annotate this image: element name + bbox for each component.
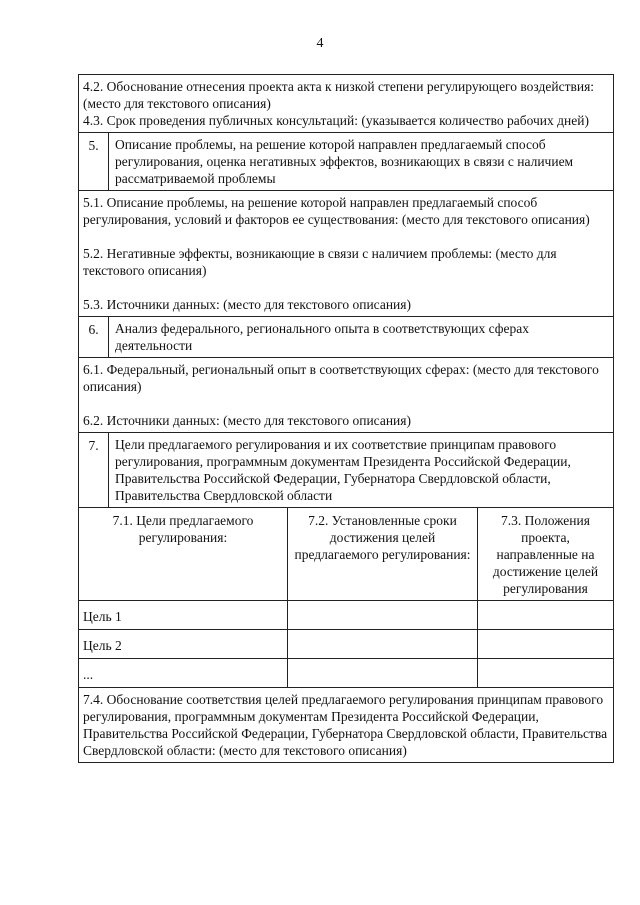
section-7-4-block [79, 688, 613, 762]
table-row [79, 601, 613, 630]
section-6-number: 6. [79, 317, 109, 357]
table-row [79, 630, 613, 659]
provision-cell [478, 659, 613, 687]
column-header-deadlines: 7.2. Установленные сроки достижения целей предлагаемого регулирования: [288, 508, 478, 600]
goal-label: Цель 1 [79, 601, 288, 629]
section-5-body [79, 191, 613, 317]
goal-label: Цель 2 [79, 630, 288, 658]
paragraph-5-2: 5.2. Негативные эффекты, возникающие в связи с наличием проблемы: (место для текстового описания) [83, 246, 557, 278]
goals-table-header [79, 508, 613, 601]
paragraph-5-3: 5.3. Источники данных: (место для текстового описания) [83, 297, 411, 312]
section-7-number: 7. [79, 433, 109, 507]
page-number: 4 [316, 36, 324, 51]
section-7-title: Цели предлагаемого регулирования и их соответствие принципам правового регулирования, программным документам Президента Российской Федерации, Правительства Российской Федерации, Губернатора Свердловской области, Правительства Свердловской области [115, 437, 571, 503]
deadline-cell [288, 659, 478, 687]
form-table [78, 74, 614, 763]
deadline-cell [288, 601, 478, 629]
column-header-provisions: 7.3. Положения проекта, направленные на достижение целей регулирования [492, 513, 599, 596]
provision-cell [478, 601, 613, 629]
section-6-title: Анализ федерального, регионального опыта в соответствующих сферах деятельности [115, 321, 529, 353]
section-5-header [79, 133, 613, 191]
paragraph-6-1: 6.1. Федеральный, региональный опыт в соответствующих сферах: (место для текстового описания) [83, 362, 599, 394]
paragraph-4-3: 4.3. Срок проведения публичных консультаций: (указывается количество рабочих дней) [83, 113, 589, 128]
paragraph-7-4: 7.4. Обоснование соответствия целей предлагаемого регулирования принципам правового регулирования, программным документам Президента Российской Федерации, Правительства Российской Федерации, Губернатора Свердловской области, Правительства Свердловской области: (место для текстового описания) [83, 692, 608, 758]
section-5-title: Описание проблемы, на решение которой направлен предлагаемый способ регулирования, оценка негативных эффектов, возникающих в связи с наличием рассматриваемой проблемы [115, 137, 574, 186]
section-6-body [79, 358, 613, 433]
deadline-cell [288, 630, 478, 658]
section-6-header [79, 317, 613, 358]
section-4-block [79, 75, 613, 133]
paragraph-4-2: 4.2. Обоснование отнесения проекта акта к низкой степени регулирующего воздействия: (место для текстового описания) [83, 79, 595, 111]
paragraph-5-1: 5.1. Описание проблемы, на решение которой направлен предлагаемый способ регулирования, условий и факторов ее существования: (место для текстового описания) [83, 195, 590, 227]
column-header-goals: 7.1. Цели предлагаемого регулирования: [79, 508, 288, 600]
section-7-header [79, 433, 613, 508]
paragraph-6-2: 6.2. Источники данных: (место для текстового описания) [83, 413, 411, 428]
goal-label: ... [79, 659, 288, 687]
table-row [79, 659, 613, 688]
provision-cell [478, 630, 613, 658]
section-5-number: 5. [79, 133, 109, 190]
